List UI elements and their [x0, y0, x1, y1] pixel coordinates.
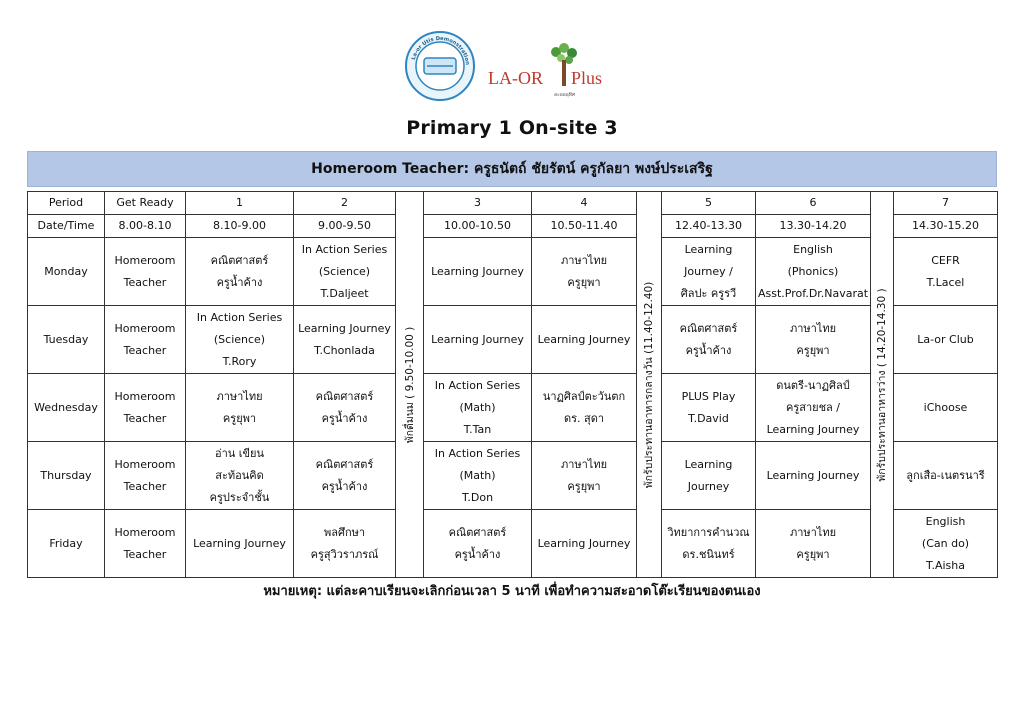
cell-line: T.David: [688, 411, 729, 425]
break-morning: [396, 192, 424, 578]
schedule-cell-p1: [186, 238, 294, 306]
cell-line: คณิตศาสตร์: [448, 525, 507, 539]
schedule-cell-p5: [662, 442, 756, 510]
school-seal-logo: [404, 30, 476, 102]
schedule-cell-p5: [662, 238, 756, 306]
cell-line: ครูสุวิวราภรณ์: [310, 547, 379, 561]
cell-line: Learning Journey: [766, 468, 860, 482]
cell-line: ครูน้ำค้าง: [321, 479, 368, 493]
cell-line: Homeroom: [114, 389, 176, 403]
table-row: [28, 306, 998, 374]
break-morning-label: พักดื่มนม ( 9.50-10.00 ): [403, 326, 416, 443]
schedule-cell-p6: [756, 238, 871, 306]
cell-line: (Science): [213, 332, 266, 346]
schedule-cell-p6: [756, 510, 871, 578]
schedule-cell-p3: [424, 238, 532, 306]
timetable: [27, 191, 998, 578]
cell-line: Homeroom: [114, 525, 176, 539]
day-label: Wednesday: [28, 374, 105, 442]
cell-line: Learning Journey: [431, 332, 524, 346]
cell-line: Teacher: [123, 479, 167, 493]
cell-line: (Science): [318, 264, 371, 278]
cell-line: Homeroom: [114, 253, 176, 267]
table-row: [28, 442, 998, 510]
cell-line: ลูกเสือ-เนตรนารี: [906, 468, 985, 482]
cell-line: Teacher: [123, 547, 167, 561]
cell-line: Learning: [684, 242, 733, 256]
day-label: Friday: [28, 510, 105, 578]
cell-line: ภาษาไทย: [789, 321, 837, 335]
cell-line: iChoose: [923, 400, 968, 414]
cell-line: ครูยุพา: [796, 343, 830, 357]
header-logos: [404, 30, 624, 104]
schedule-cell-p2: [294, 306, 396, 374]
cell-line: ภาษาไทย: [216, 389, 263, 403]
schedule-cell-p2: [294, 374, 396, 442]
brand-sub: ละอออุทิศ: [554, 92, 576, 98]
cell-line: Learning Journey: [766, 422, 860, 436]
break-lunch-label: พักรับประทานอาหารกลางวัน (11.40-12.40): [643, 281, 655, 488]
day-label: Thursday: [28, 442, 105, 510]
schedule-cell-p5: [662, 374, 756, 442]
time-row: [28, 215, 998, 238]
cell-line: PLUS Play: [681, 389, 736, 403]
time-label: Date/Time: [28, 215, 105, 238]
schedule-cell-p1: [186, 374, 294, 442]
schedule-cell-gr: [105, 306, 186, 374]
col-period-6: 6: [756, 192, 871, 215]
schedule-cell-p1: [186, 306, 294, 374]
cell-line: Teacher: [123, 275, 167, 289]
cell-line: In Action Series: [196, 310, 283, 324]
cell-line: อ่าน เขียน: [214, 446, 265, 460]
cell-line: La-or Club: [917, 332, 974, 346]
col-period-4: 4: [532, 192, 637, 215]
cell-line: ครูยุพา: [796, 547, 830, 561]
cell-line: Learning Journey: [537, 536, 631, 550]
cell-line: วิทยาการคำนวณ: [667, 525, 750, 539]
schedule-cell-p4: [532, 510, 637, 578]
brand-main: LA-OR: [488, 68, 543, 88]
cell-line: CEFR: [931, 253, 960, 267]
cell-line: In Action Series: [434, 378, 521, 392]
cell-line: Learning Journey: [537, 332, 631, 346]
schedule-cell-p7: [894, 510, 998, 578]
schedule-cell-p5: [662, 510, 756, 578]
cell-line: T.Daljeet: [320, 286, 369, 300]
time-period-1: 8.10-9.00: [186, 215, 294, 238]
cell-line: T.Aisha: [926, 558, 965, 572]
cell-line: Homeroom: [114, 457, 176, 471]
cell-line: ภาษาไทย: [560, 253, 608, 267]
schedule-cell-p3: [424, 306, 532, 374]
cell-line: นาฏศิลป์ตะวันตก: [542, 389, 626, 403]
col-period-2: 2: [294, 192, 396, 215]
cell-line: Learning: [684, 457, 733, 471]
cell-line: T.Rory: [222, 354, 257, 368]
cell-line: T.Lacel: [926, 275, 965, 289]
cell-line: ครูยุพา: [567, 275, 601, 289]
laor-plus-logo: [488, 38, 618, 102]
schedule-cell-p3: [424, 374, 532, 442]
cell-line: Teacher: [123, 411, 167, 425]
cell-line: (Math): [459, 468, 496, 482]
time-period-7: 14.30-15.20: [894, 215, 998, 238]
schedule-cell-p6: [756, 306, 871, 374]
cell-line: T.Tan: [463, 422, 492, 436]
time-get-ready: 8.00-8.10: [105, 215, 186, 238]
cell-line: ครูน้ำค้าง: [321, 411, 368, 425]
break-afternoon-label: พักรับประทานอาหารว่าง ( 14.20-14.30 ): [876, 287, 888, 482]
cell-line: Learning Journey: [298, 321, 391, 335]
table-row: [28, 238, 998, 306]
cell-line: ครูประจำชั้น: [209, 490, 270, 504]
schedule-cell-gr: [105, 442, 186, 510]
schedule-cell-p1: [186, 510, 294, 578]
schedule-cell-p7: [894, 306, 998, 374]
schedule-cell-p4: [532, 306, 637, 374]
cell-line: Journey: [687, 479, 730, 493]
cell-line: In Action Series: [301, 242, 388, 256]
period-label: Period: [28, 192, 105, 215]
schedule-cell-p4: [532, 442, 637, 510]
cell-line: T.Don: [461, 490, 494, 504]
col-period-7: 7: [894, 192, 998, 215]
cell-line: ครูยุพา: [222, 411, 257, 425]
page-title: Primary 1 On-site 3: [406, 117, 618, 139]
cell-line: คณิตศาสตร์: [679, 321, 738, 335]
cell-line: สะท้อนคิด: [215, 468, 264, 482]
cell-line: Homeroom: [114, 321, 176, 335]
schedule-cell-p6: [756, 374, 871, 442]
time-period-4: 10.50-11.40: [532, 215, 637, 238]
cell-line: Teacher: [123, 343, 167, 357]
schedule-cell-p4: [532, 238, 637, 306]
cell-line: ครูน้ำค้าง: [685, 343, 732, 357]
seal-text: La-or Utis Demonstration: [410, 35, 471, 66]
break-afternoon: [871, 192, 894, 578]
cell-line: ดร.ชนินทร์: [682, 547, 735, 561]
cell-line: Learning Journey: [431, 264, 524, 278]
table-row: [28, 374, 998, 442]
cell-line: T.Chonlada: [314, 343, 375, 357]
time-period-3: 10.00-10.50: [424, 215, 532, 238]
cell-line: คณิตศาสตร์: [210, 253, 269, 267]
schedule-cell-p2: [294, 238, 396, 306]
schedule-cell-p5: [662, 306, 756, 374]
schedule-cell-gr: [105, 238, 186, 306]
schedule-cell-p3: [424, 442, 532, 510]
cell-line: English: [793, 242, 833, 256]
cell-line: Journey /: [684, 264, 733, 278]
footer-note: หมายเหตุ: แต่ละคาบเรียนจะเลิกก่อนเวลา 5 นาที เพื่อทำความสะอาดโต๊ะเรียนของตนเอง: [263, 584, 761, 599]
cell-line: ครูน้ำค้าง: [454, 547, 501, 561]
col-period-3: 3: [424, 192, 532, 215]
brand-plus: Plus: [571, 68, 603, 88]
cell-line: ครูสายชล /: [785, 400, 840, 414]
schedule-cell-p7: [894, 374, 998, 442]
col-period-1: 1: [186, 192, 294, 215]
time-period-6: 13.30-14.20: [756, 215, 871, 238]
schedule-cell-p6: [756, 442, 871, 510]
cell-line: ครูน้ำค้าง: [216, 275, 263, 289]
cell-line: ภาษาไทย: [560, 457, 608, 471]
schedule-cell-p2: [294, 510, 396, 578]
homeroom-banner: Homeroom Teacher: ครูธนัตถ์ ชัยรัตน์ ครูกัลยา พงษ์ประเสริฐ: [27, 151, 997, 187]
cell-line: คณิตศาสตร์: [315, 457, 374, 471]
cell-line: (Math): [459, 400, 496, 414]
cell-line: ภาษาไทย: [789, 525, 837, 539]
cell-line: Learning Journey: [193, 536, 286, 550]
schedule-cell-gr: [105, 374, 186, 442]
schedule-cell-p1: [186, 442, 294, 510]
cell-line: (Can do): [921, 536, 970, 550]
table-row: [28, 510, 998, 578]
cell-line: Asst.Prof.Dr.Navarat: [758, 286, 869, 300]
cell-line: In Action Series: [434, 446, 521, 460]
cell-line: ดนตรี-นาฏศิลป์: [776, 378, 850, 392]
cell-line: (Phonics): [787, 264, 839, 278]
cell-line: ดร. สุดา: [563, 411, 605, 425]
cell-line: พลศึกษา: [323, 525, 366, 539]
schedule-cell-p3: [424, 510, 532, 578]
cell-line: English: [925, 514, 966, 528]
time-period-2: 9.00-9.50: [294, 215, 396, 238]
schedule-cell-p2: [294, 442, 396, 510]
col-get-ready: Get Ready: [105, 192, 186, 215]
day-label: Tuesday: [28, 306, 105, 374]
time-period-5: 12.40-13.30: [662, 215, 756, 238]
schedule-cell-gr: [105, 510, 186, 578]
period-row: [28, 192, 998, 215]
cell-line: ศิลปะ ครูรวี: [680, 286, 737, 300]
col-period-5: 5: [662, 192, 756, 215]
cell-line: คณิตศาสตร์: [315, 389, 374, 403]
break-lunch: [637, 192, 662, 578]
cell-line: ครูยุพา: [567, 479, 601, 493]
schedule-cell-p7: [894, 238, 998, 306]
schedule-cell-p7: [894, 442, 998, 510]
schedule-cell-p4: [532, 374, 637, 442]
day-label: Monday: [28, 238, 105, 306]
